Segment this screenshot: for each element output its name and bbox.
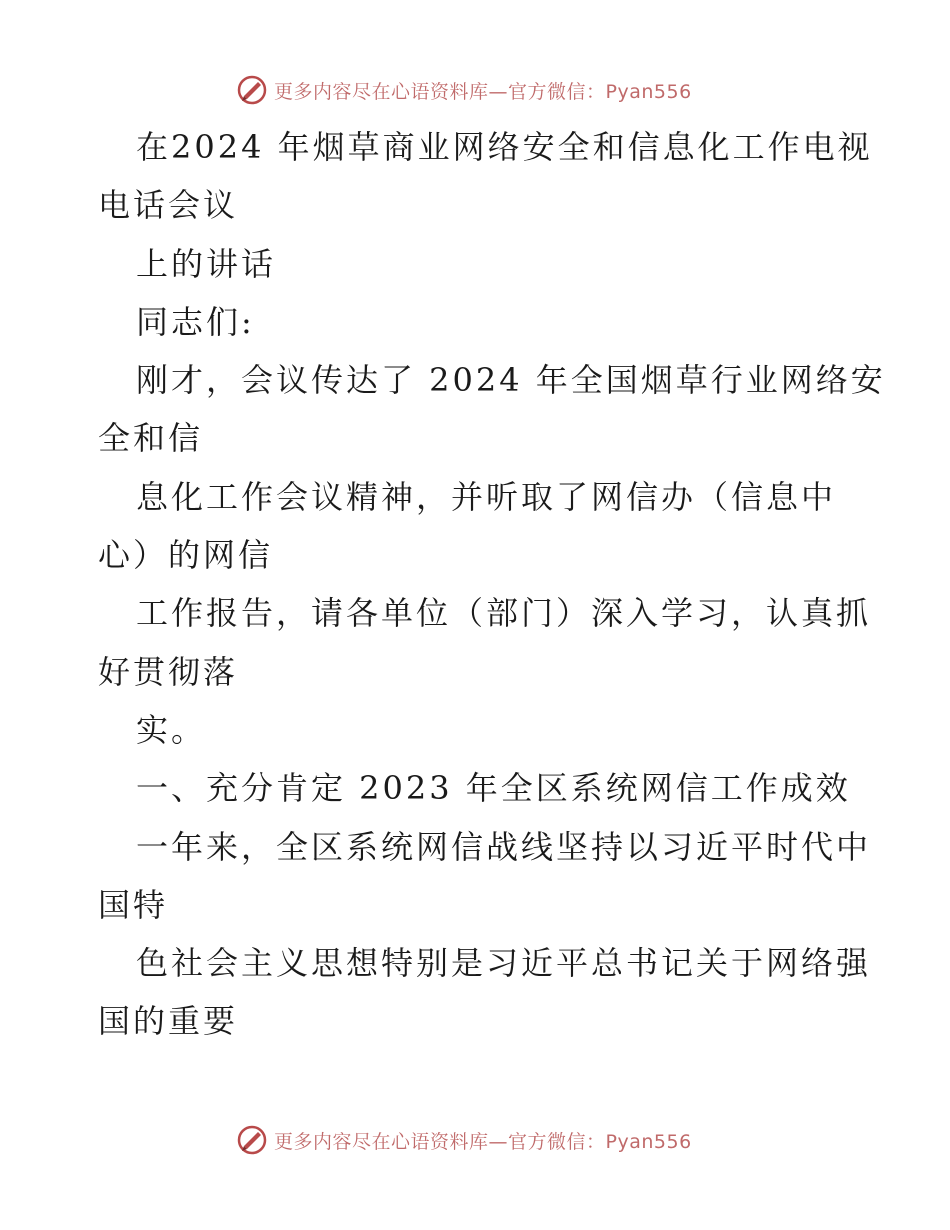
header-watermark <box>236 72 692 108</box>
footer-watermark <box>236 1122 692 1158</box>
text-line: 刚才，会议传达了 2024 年全国烟草行业网络安 <box>136 361 886 400</box>
text-line: 一年来，全区系统网信战线坚持以习近平时代中 <box>136 827 872 866</box>
text-line: 色社会主义思想特别是习近平总书记关于网络强 <box>136 944 872 983</box>
text-line: 上的讲话 <box>136 244 277 283</box>
pen-logo-icon <box>236 1124 268 1156</box>
watermark-text: 更多内容尽在心语资料库—官方微信：Pyan556 <box>274 1130 692 1153</box>
text-line: 实。 <box>136 710 207 749</box>
text-line: 电话会议 <box>98 186 239 225</box>
text-line: 国的重要 <box>98 1002 239 1041</box>
text-line: 全和信 <box>98 419 204 458</box>
text-line: 工作报告，请各单位（部门）深入学习，认真抓 <box>136 594 872 633</box>
pen-logo-icon <box>236 74 268 106</box>
document-body <box>98 118 886 1051</box>
text-line: 在2024 年烟草商业网络安全和信息化工作电视 <box>136 128 873 166</box>
text-line: 一、充分肯定 2023 年全区系统网信工作成效 <box>136 769 851 808</box>
text-line: 息化工作会议精神，并听取了网信办（信息中 <box>136 477 837 516</box>
watermark-text: 更多内容尽在心语资料库—官方微信：Pyan556 <box>274 80 692 103</box>
text-line: 心）的网信 <box>98 536 274 575</box>
text-line: 同志们: <box>136 302 255 341</box>
text-line: 国特 <box>98 885 169 924</box>
text-line: 好贯彻落 <box>98 652 239 691</box>
